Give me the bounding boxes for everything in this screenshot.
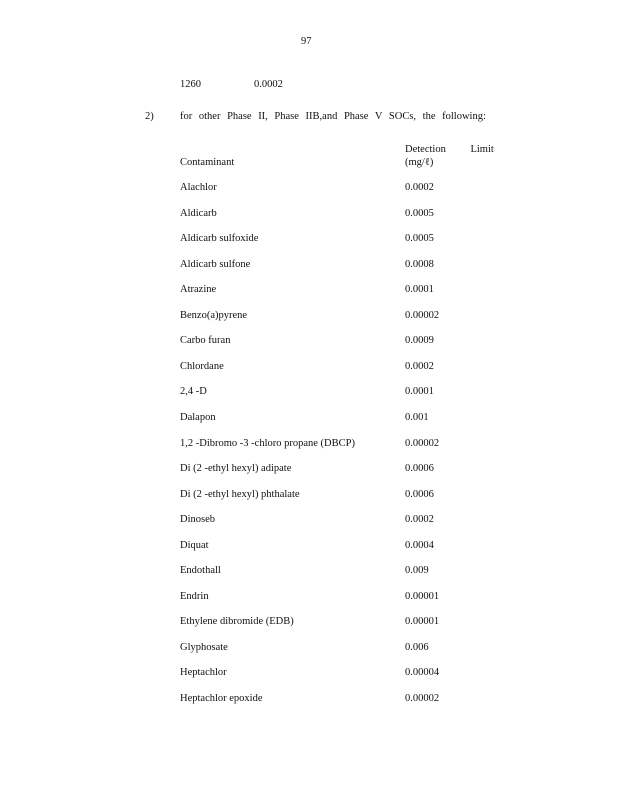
table-row-contaminant: Aldicarb sulfone bbox=[180, 259, 251, 270]
table-row-contaminant: Heptachlor epoxide bbox=[180, 693, 263, 704]
table-row-contaminant: Di (2 -ethyl hexyl) adipate bbox=[180, 463, 292, 474]
table-row-detection-limit: 0.00001 bbox=[405, 616, 440, 627]
table-row-detection-limit: 0.0008 bbox=[405, 259, 434, 270]
table-row-detection-limit: 0.009 bbox=[405, 565, 429, 576]
table-row-detection-limit: 0.0001 bbox=[405, 386, 434, 397]
table-row-detection-limit: 0.00002 bbox=[405, 438, 440, 449]
table-row-detection-limit: 0.0006 bbox=[405, 489, 434, 500]
table-row-detection-limit: 0.0004 bbox=[405, 540, 434, 551]
table-row-detection-limit: 0.00001 bbox=[405, 591, 440, 602]
table-row-detection-limit: 0.0005 bbox=[405, 233, 434, 244]
table-row-detection-limit: 0.0006 bbox=[405, 463, 434, 474]
table-row-contaminant: Benzo(a)pyrene bbox=[180, 310, 248, 321]
table-row-contaminant: Dalapon bbox=[180, 412, 216, 423]
table-row-detection-limit: 0.00002 bbox=[405, 693, 440, 704]
table-row-detection-limit: 0.0001 bbox=[405, 284, 434, 295]
table-row-detection-limit: 0.0005 bbox=[405, 208, 434, 219]
table-row-detection-limit: 0.0002 bbox=[405, 514, 434, 525]
table-row-contaminant: Endrin bbox=[180, 591, 209, 602]
table-row-detection-limit: 0.00004 bbox=[405, 667, 440, 678]
table-row-detection-limit: 0.0002 bbox=[405, 361, 434, 372]
top-row-value: 1260 bbox=[180, 79, 201, 90]
table-row-contaminant: Glyphosate bbox=[180, 642, 228, 653]
table-row-detection-limit: 0.00002 bbox=[405, 310, 440, 321]
table-row-contaminant: Endothall bbox=[180, 565, 221, 576]
detection-limit-label: Detection Limit bbox=[405, 144, 494, 155]
table-row-contaminant: Di (2 -ethyl hexyl) phthalate bbox=[180, 489, 300, 500]
table-row-contaminant: Atrazine bbox=[180, 284, 217, 295]
table-row-detection-limit: 0.001 bbox=[405, 412, 429, 423]
table-row-detection-limit: 0.0009 bbox=[405, 335, 434, 346]
table-row-contaminant: 1,2 -Dibromo -3 -chloro propane (DBCP) bbox=[180, 438, 355, 449]
table-row-contaminant: 2,4 -D bbox=[180, 386, 207, 397]
page-number: 97 bbox=[301, 36, 312, 47]
table-row-contaminant: Diquat bbox=[180, 540, 209, 551]
table-row-contaminant: Aldicarb sulfoxide bbox=[180, 233, 259, 244]
item-text: for other Phase II, Phase IIB,and Phase V SOCs, the following: bbox=[180, 111, 486, 122]
table-row-contaminant: Dinoseb bbox=[180, 514, 215, 525]
detection-limit-unit: (mg/ℓ) bbox=[405, 157, 434, 168]
table-row-contaminant: Alachlor bbox=[180, 182, 217, 193]
table-row-contaminant: Ethylene dibromide (EDB) bbox=[180, 616, 294, 627]
item-number: 2) bbox=[145, 111, 154, 122]
table-row-contaminant: Aldicarb bbox=[180, 208, 217, 219]
top-row-limit: 0.0002 bbox=[254, 79, 283, 90]
table-row-detection-limit: 0.0002 bbox=[405, 182, 434, 193]
table-row-contaminant: Heptachlor bbox=[180, 667, 227, 678]
table-row-contaminant: Chlordane bbox=[180, 361, 224, 372]
column-header-detection-limit bbox=[405, 143, 494, 169]
table-row-detection-limit: 0.006 bbox=[405, 642, 429, 653]
table-row-contaminant: Carbo furan bbox=[180, 335, 231, 346]
column-header-contaminant: Contaminant bbox=[180, 157, 235, 168]
